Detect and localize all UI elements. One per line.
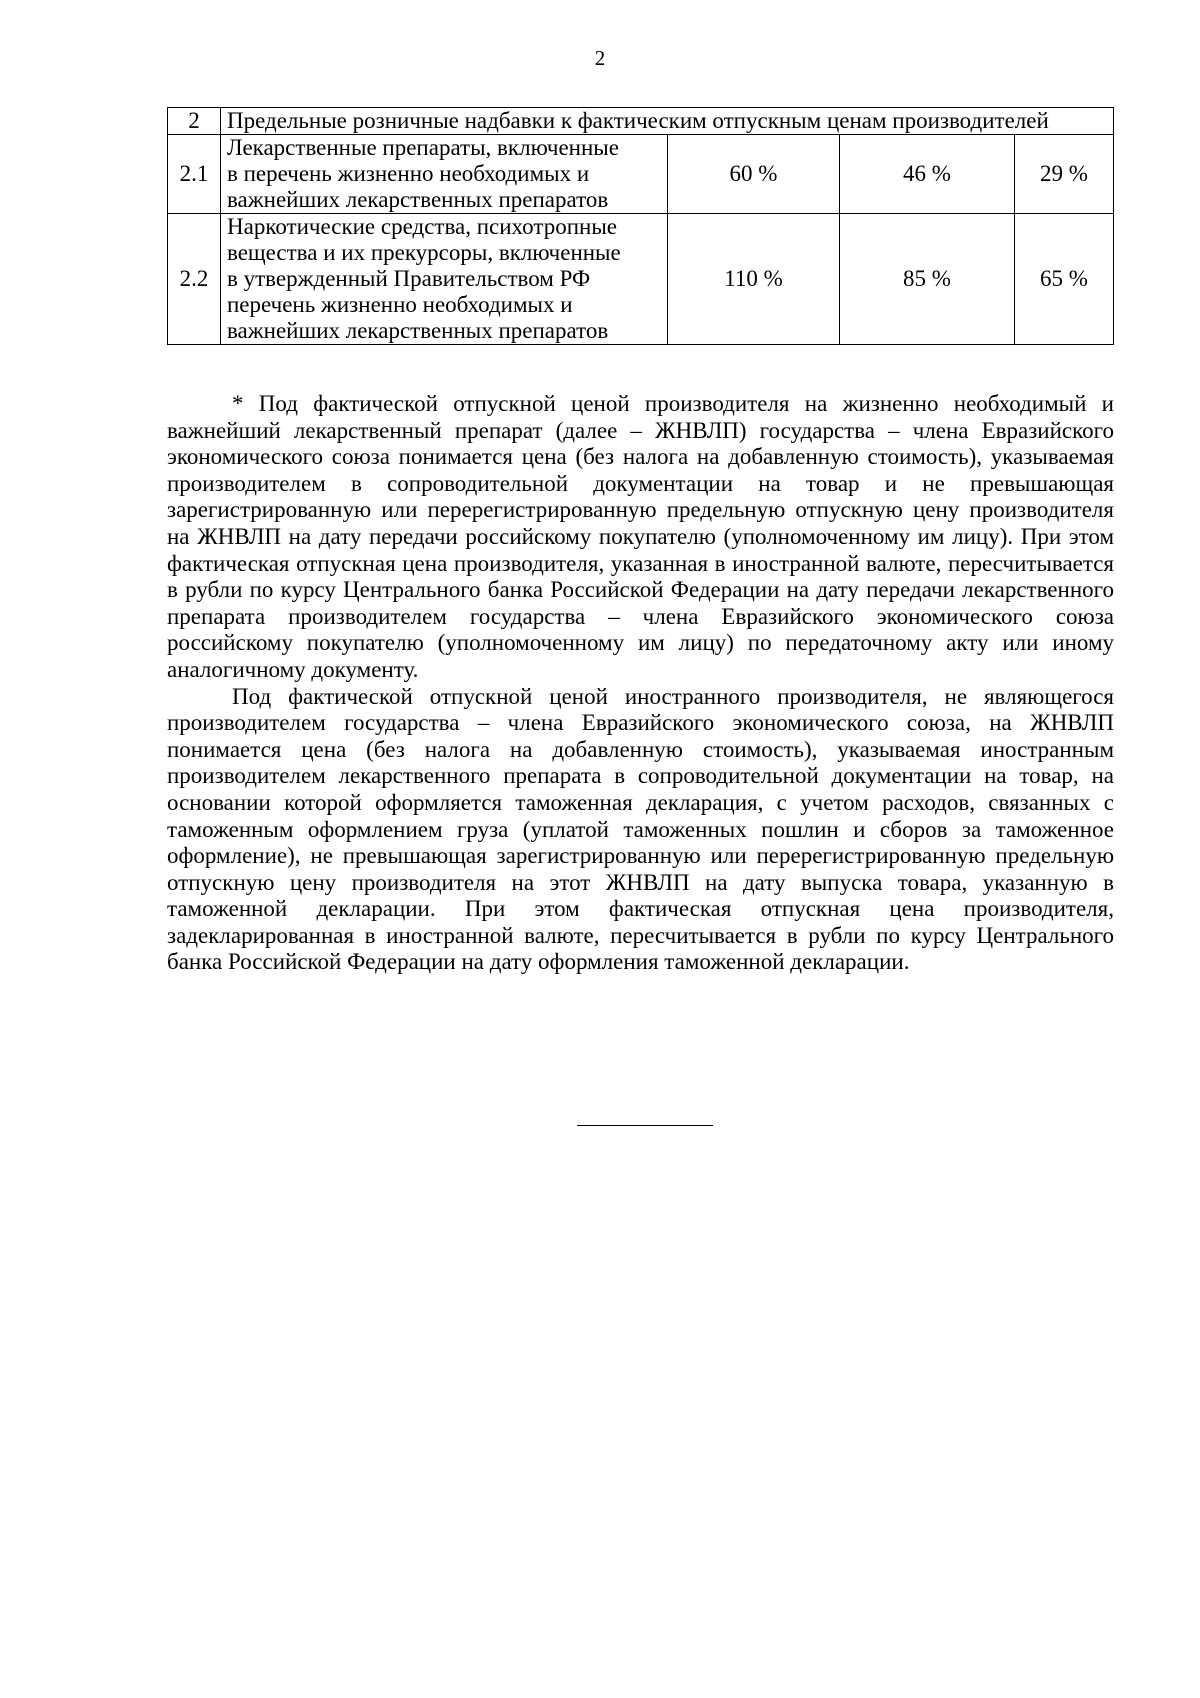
markup-value: 46 % bbox=[840, 135, 1015, 214]
section-number: 2 bbox=[168, 108, 221, 135]
table-row bbox=[168, 214, 1114, 345]
footnote-block bbox=[167, 391, 1114, 976]
description-line: перечень жизненно необходимых и bbox=[227, 292, 573, 317]
markup-value: 110 % bbox=[668, 214, 840, 345]
markup-value: 65 % bbox=[1015, 214, 1114, 345]
row-description bbox=[221, 214, 668, 345]
row-number: 2.1 bbox=[168, 135, 221, 214]
description-line: вещества и их прекурсоры, включенные bbox=[227, 240, 621, 265]
markup-value: 85 % bbox=[840, 214, 1015, 345]
description-line: в утвержденный Правительством РФ bbox=[227, 266, 591, 291]
retail-markup-table bbox=[167, 107, 1114, 345]
description-line: в перечень жизненно необходимых и bbox=[227, 161, 590, 186]
row-description bbox=[221, 135, 668, 214]
footnote-paragraph: Под фактической отпускной ценой иностранного производителя, не являющегося производителем государства – члена Евразийского экономического союза, на ЖНВЛП понимается цена (без налога на добавленную стоимость), указываемая иностранным производителем лекарственного препарата в сопроводительной документации на товар, на основании которой оформляется таможенная декларация, с учетом расходов, связанных с таможенным оформлением груза (уплатой таможенных пошлин и сборов за таможенное оформление), не превышающая зарегистрированную или перерегистрированную предельную отпускную цену производителя на этот ЖНВЛП на дату выпуска товара, указанную в таможенной декларации. При этом фактическая отпускная цена производителя, задекларированная в иностранной валюте, пересчитывается в рубли по курсу Центрального банка Российской Федерации на дату оформления таможенной декларации. bbox=[167, 683, 1114, 975]
description-line: важнейших лекарственных препаратов bbox=[227, 187, 609, 212]
markup-value: 60 % bbox=[668, 135, 840, 214]
section-title: Предельные розничные надбавки к фактическим отпускным ценам производителей bbox=[221, 108, 1114, 135]
page-number: 2 bbox=[594, 46, 606, 70]
row-number: 2.2 bbox=[168, 214, 221, 345]
end-of-document-line bbox=[577, 1125, 713, 1126]
table-header-row bbox=[168, 108, 1114, 135]
table-row bbox=[168, 135, 1114, 214]
markup-value: 29 % bbox=[1015, 135, 1114, 214]
description-line: Наркотические средства, психотропные bbox=[227, 214, 617, 239]
description-line: Лекарственные препараты, включенные bbox=[227, 135, 619, 160]
description-line: важнейших лекарственных препаратов bbox=[227, 318, 609, 343]
footnote-paragraph: * Под фактической отпускной ценой производителя на жизненно необходимый и важнейший лекарственный препарат (далее – ЖНВЛП) государства – члена Евразийского экономического союза понимается цена (без налога на добавленную стоимость), указываемая производителем в сопроводительной документации на товар и не превышающая зарегистрированную или перерегистрированную предельную отпускную цену производителя на ЖНВЛП на дату передачи российскому покупателю (уполномоченному им лицу). При этом фактическая отпускная цена производителя, указанная в иностранной валюте, пересчитывается в рубли по курсу Центрального банка Российской Федерации на дату передачи лекарственного препарата производителем государства – члена Евразийского экономического союза российскому покупателю (уполномоченному им лицу) по передаточному акту или иному аналогичному документу. bbox=[167, 391, 1114, 682]
